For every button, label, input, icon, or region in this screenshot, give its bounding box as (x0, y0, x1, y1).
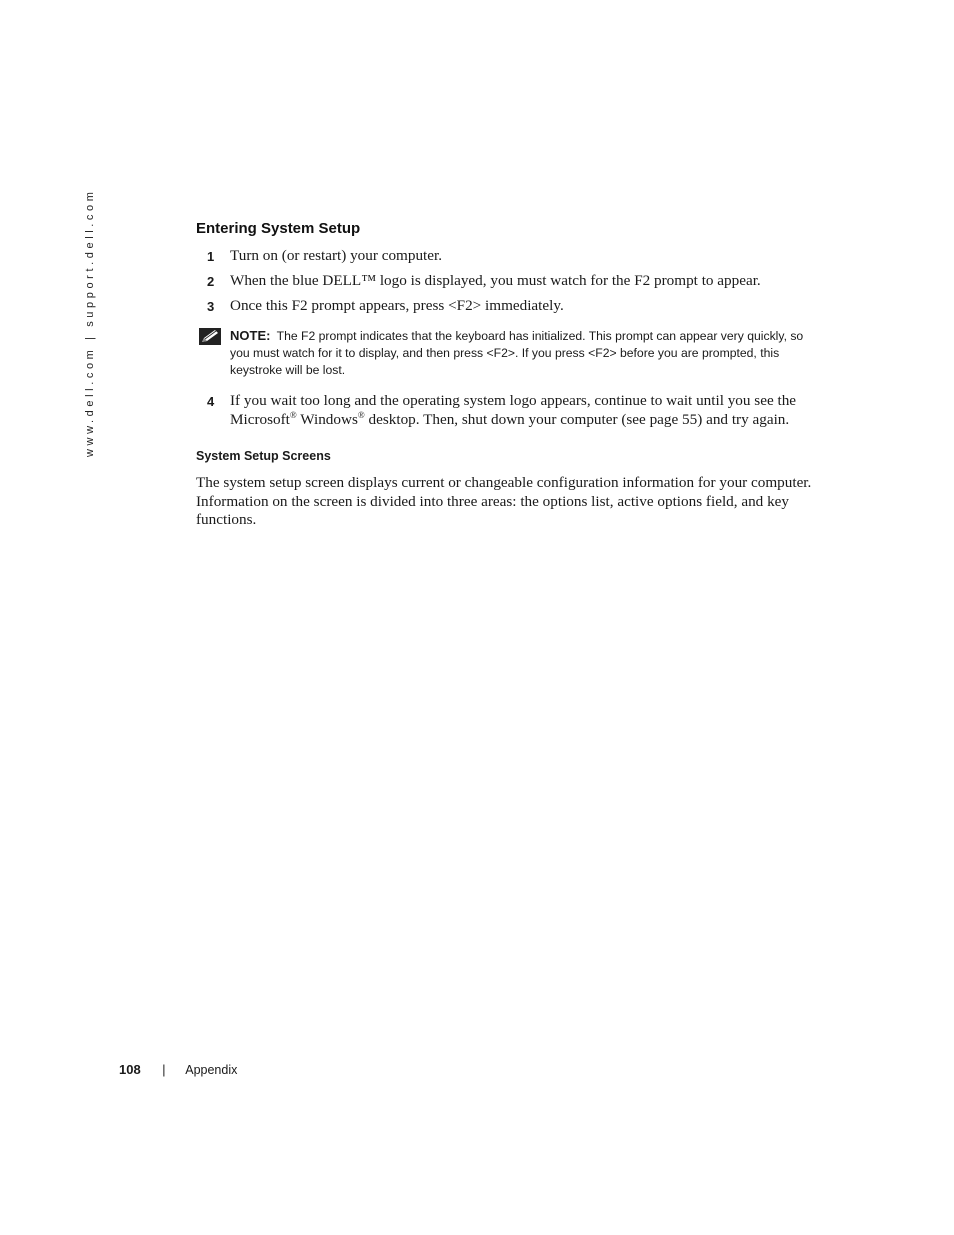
subsection-heading: System Setup Screens (196, 449, 331, 463)
step-text: Turn on (or restart) your computer. (230, 247, 443, 264)
step-text-part: If you wait too long and the operating system logo appears, continue to wait until you see the Microsoft (230, 392, 797, 428)
step-text-part: desktop. Then, shut down your computer (see page 55) and try again. (364, 411, 790, 428)
step-text-part: Windows (296, 411, 358, 428)
chapter-name: Appendix (185, 1063, 238, 1077)
step-item (196, 271, 816, 290)
pencil-icon (199, 328, 221, 345)
step-number: 4 (207, 394, 215, 409)
note-label: NOTE: (230, 328, 271, 343)
note-text: The F2 prompt indicates that the keyboard has initialized. This prompt can appear very quickly, so you must watch for it to display, and then press <F2>. If you press <F2> before you are prompted, this keystroke will be lost. (230, 329, 804, 377)
step-item (196, 246, 816, 265)
step-text: When the blue DELL™ logo is displayed, you must watch for the F2 prompt to appear. (230, 272, 761, 289)
page-footer (119, 1062, 237, 1077)
step-number: 3 (207, 299, 215, 314)
registered-mark: ® (289, 409, 297, 420)
step-text: Once this F2 prompt appears, press <F2> immediately. (230, 297, 564, 314)
step-item (196, 391, 816, 429)
footer-separator: | (162, 1063, 166, 1077)
step-number: 1 (207, 249, 215, 264)
registered-mark: ® (357, 409, 365, 420)
section-heading: Entering System Setup (196, 220, 361, 237)
page-number: 108 (119, 1062, 141, 1077)
step-number: 2 (207, 274, 215, 289)
step-item (196, 296, 816, 315)
note-block (196, 327, 816, 379)
sidebar-url: www.dell.com | support.dell.com (84, 188, 96, 457)
page-content (196, 220, 816, 530)
body-paragraph: The system setup screen displays current or changeable configuration information for your computer. Information on the screen is divided into three areas: the options list, active options field, and key functions. (196, 474, 812, 528)
